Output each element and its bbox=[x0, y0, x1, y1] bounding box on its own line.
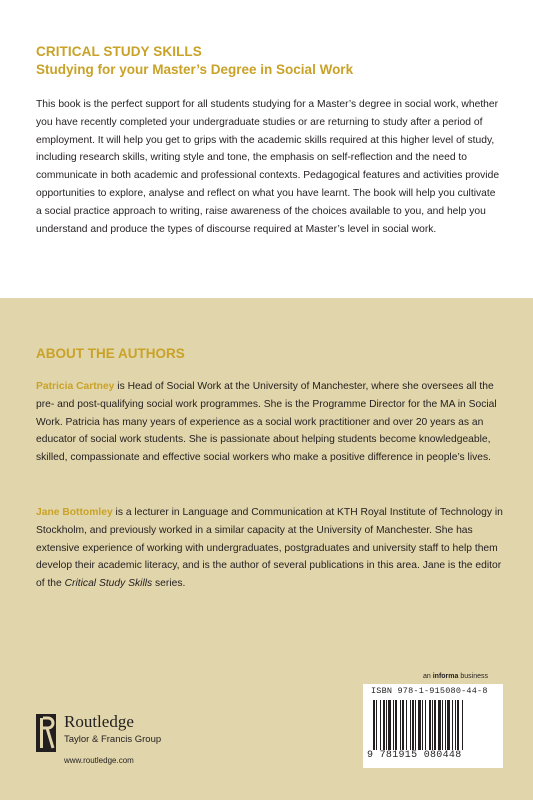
barcode-bar bbox=[373, 700, 375, 750]
barcode-bar bbox=[432, 700, 433, 750]
publisher-name: Routledge bbox=[64, 712, 134, 731]
barcode-bar bbox=[422, 700, 423, 750]
author-name-cartney: Patricia Cartney bbox=[36, 381, 115, 392]
barcode-digits: 9 781915 080448 bbox=[367, 750, 462, 761]
barcode-bar bbox=[400, 700, 401, 750]
publisher-group: Taylor & Francis Group bbox=[64, 734, 162, 745]
book-blurb: This book is the perfect support for all students studying for a Master’s degree in social work, whether you have recently completed your undergraduate studies or are returning to study after a period of employment. It will help you get to grips with the academic skills required at this higher level of study, including research skills, writing style and tone, the emphasis on self-reflection and the need to communicate in both academic and professional contexts. Pedagogical features and activities provide opportunities to explore, analyse and reflect on what you have learnt. The book will help you cultivate a social practice approach to writing, raise awareness of the choices available to you, and help you understand and produce the types of discourse required at Master’s level in social work. bbox=[36, 99, 500, 235]
barcode-bar bbox=[429, 700, 431, 750]
informa-suffix: business bbox=[458, 673, 488, 680]
barcode-bar bbox=[438, 700, 441, 750]
author-bio-cartney bbox=[36, 378, 504, 467]
barcode-bar bbox=[412, 700, 414, 750]
informa-prefix: an bbox=[423, 673, 433, 680]
author-bio-text: is a lecturer in Language and Communication at KTH Royal Institute of Technology in Stockholm, and previously worked in a similar capacity at the University of Manchester. She has extensive experience of working with undergraduates, postgraduates and university staff to help them develop their academic literacy, and is the author of several publications in this area. Jane is the editor of the bbox=[36, 507, 503, 590]
series-title: CRITICAL STUDY SKILLS bbox=[36, 44, 202, 59]
barcode-bar bbox=[434, 700, 436, 750]
barcode-bar bbox=[388, 700, 391, 750]
informa-word: informa bbox=[432, 673, 459, 680]
barcode-bar bbox=[410, 700, 411, 750]
barcode-bar bbox=[402, 700, 404, 750]
informa-tagline bbox=[423, 673, 488, 680]
publisher-logo bbox=[36, 712, 236, 772]
isbn-label: ISBN 978-1-915080-44-8 bbox=[371, 686, 488, 696]
author-bio-bottomley bbox=[36, 504, 504, 593]
blurb-panel bbox=[0, 0, 533, 298]
barcode-bars bbox=[373, 700, 495, 750]
barcode-bar bbox=[425, 700, 426, 750]
barcode-bar bbox=[376, 700, 377, 750]
barcode-bar bbox=[445, 700, 446, 750]
barcode-bar bbox=[383, 700, 385, 750]
barcode-bar bbox=[393, 700, 394, 750]
barcode-bar bbox=[452, 700, 453, 750]
barcode-bar bbox=[447, 700, 450, 750]
book-subtitle: Studying for your Master’s Degree in Social Work bbox=[36, 62, 354, 77]
barcode-bar bbox=[462, 700, 463, 750]
barcode-bar bbox=[455, 700, 456, 750]
author-bio-text: is Head of Social Work at the University of Manchester, where she oversees all the pre- and post-qualifying social work programmes. She is the Programme Director for the MA in Social Work. Patricia has many years of experience as a social work practitioner and over 20 years as an educator of social work students. She is passionate about helping students become knowledgeable, skilled, compassionate and effective social workers who make a positive difference in people’s lives. bbox=[36, 381, 497, 464]
barcode-bar bbox=[406, 700, 407, 750]
series-name-italic: Critical Study Skills bbox=[64, 578, 153, 590]
barcode-bar bbox=[457, 700, 459, 750]
authors-heading: ABOUT THE AUTHORS bbox=[36, 346, 185, 361]
barcode-bar bbox=[380, 700, 381, 750]
publisher-url: www.routledge.com bbox=[64, 756, 134, 765]
author-bio-end: series. bbox=[152, 578, 186, 590]
barcode bbox=[363, 684, 503, 768]
routledge-logo-icon bbox=[36, 714, 56, 752]
barcode-bar bbox=[418, 700, 421, 750]
barcode-bar bbox=[395, 700, 397, 750]
author-name-bottomley: Jane Bottomley bbox=[36, 507, 113, 518]
barcode-bar bbox=[415, 700, 416, 750]
barcode-bar bbox=[442, 700, 443, 750]
barcode-bar bbox=[386, 700, 387, 750]
